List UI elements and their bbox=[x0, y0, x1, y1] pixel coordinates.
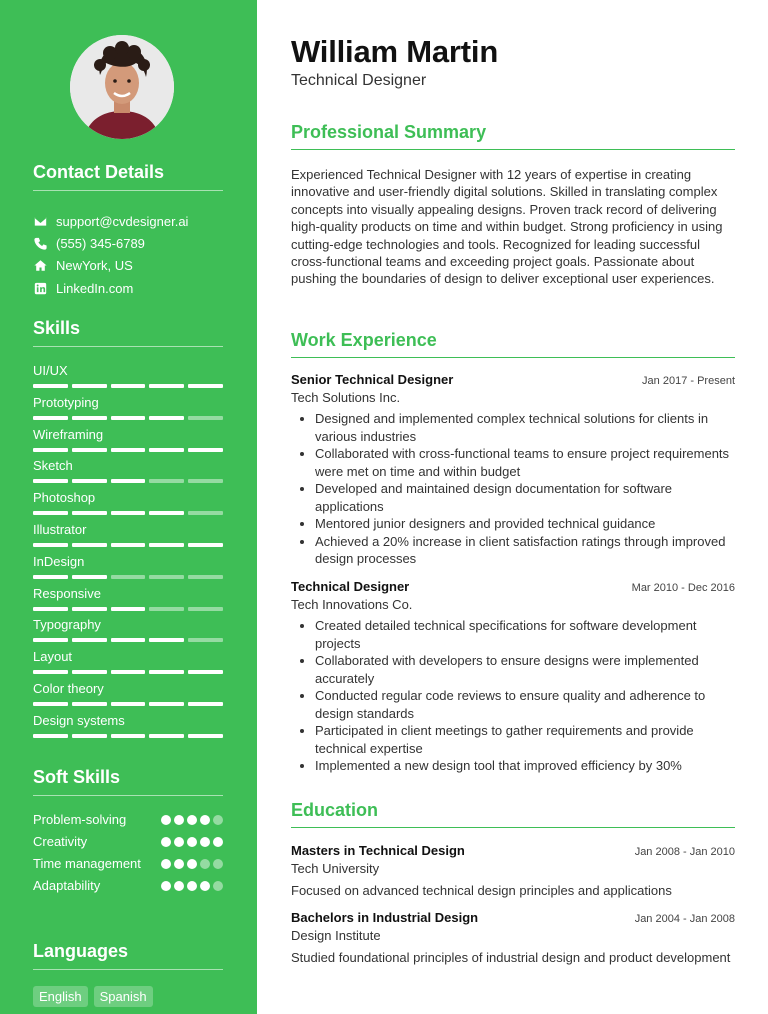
rating-dot bbox=[161, 859, 171, 869]
skill-level-segment bbox=[149, 734, 184, 738]
skill-item bbox=[33, 394, 223, 426]
envelope-icon bbox=[33, 214, 47, 228]
skill-level-segment bbox=[149, 575, 184, 579]
skill-level-bar bbox=[33, 638, 223, 642]
contact-linkedin[interactable] bbox=[33, 277, 223, 299]
skill-level-segment bbox=[149, 511, 184, 515]
contact-location-text: NewYork, US bbox=[56, 258, 133, 274]
job-bullet: Collaborated with developers to ensure designs were implemented accurately bbox=[291, 652, 735, 687]
education-heading: Education bbox=[291, 800, 735, 828]
skill-item bbox=[33, 585, 223, 617]
person-role: Technical Designer bbox=[291, 72, 427, 89]
skill-level-segment bbox=[188, 479, 223, 483]
skill-level-bar bbox=[33, 479, 223, 483]
skill-name: Responsive bbox=[33, 585, 101, 601]
skill-level-segment bbox=[149, 670, 184, 674]
soft-skill-name: Problem-solving bbox=[33, 812, 127, 827]
skill-level-segment bbox=[188, 607, 223, 611]
skill-level-segment bbox=[33, 448, 68, 452]
soft-skills-list bbox=[33, 811, 223, 899]
skill-name: Wireframing bbox=[33, 426, 104, 442]
language-chip: Spanish bbox=[94, 986, 153, 1007]
person-name: William Martin bbox=[291, 34, 499, 69]
summary-heading: Professional Summary bbox=[291, 122, 735, 150]
skill-level-bar bbox=[33, 607, 223, 611]
job-bullet: Mentored junior designers and provided technical guidance bbox=[291, 515, 735, 533]
skill-item bbox=[33, 553, 223, 585]
rating-dot bbox=[187, 859, 197, 869]
skill-name: Design systems bbox=[33, 712, 125, 728]
skill-level-segment bbox=[188, 416, 223, 420]
skill-item bbox=[33, 616, 223, 648]
rating-dot bbox=[200, 881, 210, 891]
skill-level-segment bbox=[72, 702, 107, 706]
contact-phone-text: (555) 345-6789 bbox=[56, 235, 145, 251]
skill-level-bar bbox=[33, 448, 223, 452]
job-bullet: Achieved a 20% increase in client satisfaction ratings through improved design processes bbox=[291, 533, 735, 568]
rating-dot bbox=[213, 837, 223, 847]
skill-level-segment bbox=[33, 638, 68, 642]
skill-item bbox=[33, 362, 223, 394]
soft-skill-item bbox=[33, 855, 223, 873]
contact-location bbox=[33, 255, 223, 277]
job-bullet: Developed and maintained design documentation for software applications bbox=[291, 480, 735, 515]
degree-title: Bachelors in Industrial Design bbox=[291, 910, 479, 925]
skill-level-segment bbox=[149, 384, 184, 388]
skill-level-segment bbox=[111, 416, 146, 420]
rating-dot bbox=[187, 815, 197, 825]
home-icon bbox=[33, 259, 47, 273]
skill-level-segment bbox=[111, 638, 146, 642]
skill-level-segment bbox=[72, 511, 107, 515]
avatar bbox=[70, 35, 174, 139]
skill-item bbox=[33, 712, 223, 744]
job-bullets bbox=[291, 617, 735, 775]
skill-level-bar bbox=[33, 511, 223, 515]
experience-heading: Work Experience bbox=[291, 330, 735, 358]
job-bullet: Participated in client meetings to gather requirements and provide technical expertise bbox=[291, 722, 735, 757]
job-entry bbox=[291, 372, 735, 568]
contact-email[interactable] bbox=[33, 210, 223, 232]
skill-item bbox=[33, 489, 223, 521]
contact-heading: Contact Details bbox=[33, 162, 223, 191]
skill-level-segment bbox=[111, 543, 146, 547]
skill-level-segment bbox=[111, 479, 146, 483]
rating-dot bbox=[161, 837, 171, 847]
soft-skill-item bbox=[33, 877, 223, 895]
education-desc: Focused on advanced technical design principles and applications bbox=[291, 883, 672, 898]
skill-level-segment bbox=[72, 384, 107, 388]
skill-level-segment bbox=[149, 702, 184, 706]
education-date: Jan 2008 - Jan 2010 bbox=[634, 846, 735, 858]
rating-dot bbox=[174, 837, 184, 847]
skill-level-segment bbox=[149, 638, 184, 642]
skill-level-segment bbox=[72, 448, 107, 452]
skill-level-bar bbox=[33, 670, 223, 674]
skills-heading: Skills bbox=[33, 318, 223, 347]
rating-dot bbox=[174, 881, 184, 891]
skill-level-segment bbox=[188, 384, 223, 388]
rating-dot bbox=[213, 859, 223, 869]
skill-level-segment bbox=[111, 575, 146, 579]
skill-name: Photoshop bbox=[33, 490, 96, 506]
skill-name: Color theory bbox=[33, 680, 104, 696]
soft-skill-rating bbox=[161, 833, 223, 847]
job-bullet: Created detailed technical specifications for software development projects bbox=[291, 617, 735, 652]
skill-level-segment bbox=[72, 607, 107, 611]
skill-name: InDesign bbox=[33, 553, 85, 569]
contact-list bbox=[33, 210, 223, 299]
job-date: Jan 2017 - Present bbox=[642, 375, 735, 387]
skill-level-segment bbox=[188, 702, 223, 706]
education-desc: Studied foundational principles of industrial design and product development bbox=[291, 950, 731, 965]
skill-level-bar bbox=[33, 384, 223, 388]
skill-level-segment bbox=[149, 448, 184, 452]
job-title: Senior Technical Designer bbox=[291, 372, 454, 387]
skill-level-segment bbox=[149, 543, 184, 547]
job-bullet: Conducted regular code reviews to ensure quality and adherence to design standards bbox=[291, 687, 735, 722]
skill-item bbox=[33, 457, 223, 489]
sidebar bbox=[0, 0, 257, 1014]
soft-skill-item bbox=[33, 833, 223, 851]
skill-level-segment bbox=[111, 670, 146, 674]
languages-heading: Languages bbox=[33, 941, 223, 970]
contact-linkedin-text: LinkedIn.com bbox=[56, 280, 134, 296]
rating-dot bbox=[161, 815, 171, 825]
skill-name: UI/UX bbox=[33, 363, 68, 378]
skill-level-segment bbox=[149, 416, 184, 420]
rating-dot bbox=[200, 815, 210, 825]
skill-level-segment bbox=[33, 575, 68, 579]
skill-level-segment bbox=[188, 670, 223, 674]
soft-skill-rating bbox=[161, 855, 223, 869]
phone-icon bbox=[33, 236, 47, 250]
skill-name: Illustrator bbox=[33, 521, 87, 537]
skill-level-segment bbox=[33, 607, 68, 611]
skill-level-segment bbox=[188, 448, 223, 452]
rating-dot bbox=[174, 815, 184, 825]
skills-list bbox=[33, 362, 223, 744]
rating-dot bbox=[213, 815, 223, 825]
summary-text: Experienced Technical Designer with 12 years of expertise in creating innovative and user-friendly digital solutions. Skilled in translating complex concepts into visually appealing designs. Proven track record of delivering high-quality products on time and within budget. Strong proficiency in using cutting-edge technologies and tools. Recognized for leading successful cross-functional teams and exceeding project goals. Passionate about pushing the boundaries of design to deliver exceptional user experiences. bbox=[291, 167, 723, 287]
job-title: Technical Designer bbox=[291, 579, 410, 594]
skill-level-segment bbox=[72, 575, 107, 579]
skill-level-segment bbox=[72, 638, 107, 642]
skill-name: Sketch bbox=[33, 458, 73, 474]
job-bullet: Designed and implemented complex technical solutions for clients in various industries bbox=[291, 410, 735, 445]
language-chip: English bbox=[33, 986, 88, 1007]
skill-level-segment bbox=[188, 575, 223, 579]
skill-level-segment bbox=[72, 479, 107, 483]
skill-item bbox=[33, 426, 223, 458]
skill-level-segment bbox=[33, 416, 68, 420]
skill-level-bar bbox=[33, 416, 223, 420]
soft-skill-rating bbox=[161, 877, 223, 891]
skill-level-segment bbox=[72, 416, 107, 420]
skill-level-segment bbox=[188, 511, 223, 515]
skill-level-segment bbox=[188, 638, 223, 642]
skill-level-segment bbox=[33, 511, 68, 515]
job-date: Mar 2010 - Dec 2016 bbox=[631, 582, 735, 594]
skill-name: Typography bbox=[33, 617, 101, 633]
job-bullet: Implemented a new design tool that improved efficiency by 30% bbox=[291, 757, 735, 775]
skill-level-segment bbox=[149, 479, 184, 483]
job-company: Tech Innovations Co. bbox=[291, 597, 413, 612]
job-company: Tech Solutions Inc. bbox=[291, 390, 401, 405]
skill-level-bar bbox=[33, 543, 223, 547]
skill-level-segment bbox=[72, 543, 107, 547]
education-entry bbox=[291, 843, 735, 900]
contact-email-text: support@cvdesigner.ai bbox=[56, 213, 189, 229]
skill-name: Layout bbox=[33, 649, 73, 665]
soft-skills-heading: Soft Skills bbox=[33, 767, 223, 796]
skill-name: Prototyping bbox=[33, 394, 99, 410]
skill-level-segment bbox=[111, 607, 146, 611]
education-date: Jan 2004 - Jan 2008 bbox=[634, 913, 735, 925]
skill-level-segment bbox=[72, 670, 107, 674]
skill-level-segment bbox=[33, 702, 68, 706]
soft-skill-rating bbox=[161, 811, 223, 825]
skill-level-segment bbox=[33, 543, 68, 547]
skill-level-segment bbox=[72, 734, 107, 738]
soft-skill-name: Adaptability bbox=[33, 878, 101, 893]
soft-skill-item bbox=[33, 811, 223, 829]
job-entry bbox=[291, 579, 735, 775]
skill-level-bar bbox=[33, 702, 223, 706]
skill-level-segment bbox=[33, 670, 68, 674]
soft-skill-name: Time management bbox=[33, 856, 141, 871]
rating-dot bbox=[187, 881, 197, 891]
skill-level-segment bbox=[111, 702, 146, 706]
skill-level-segment bbox=[111, 734, 146, 738]
skill-level-bar bbox=[33, 734, 223, 738]
skill-level-segment bbox=[33, 384, 68, 388]
linkedin-icon bbox=[33, 281, 47, 295]
skill-item bbox=[33, 680, 223, 712]
skill-level-bar bbox=[33, 575, 223, 579]
soft-skill-name: Creativity bbox=[33, 834, 88, 849]
skill-level-segment bbox=[33, 734, 68, 738]
languages-list bbox=[33, 986, 153, 1007]
skill-level-segment bbox=[149, 607, 184, 611]
skill-item bbox=[33, 648, 223, 680]
rating-dot bbox=[213, 881, 223, 891]
degree-title: Masters in Technical Design bbox=[291, 843, 465, 858]
skill-level-segment bbox=[111, 448, 146, 452]
rating-dot bbox=[161, 881, 171, 891]
skill-level-segment bbox=[33, 479, 68, 483]
job-bullet: Collaborated with cross-functional teams to ensure project requirements were met on time and within budget bbox=[291, 445, 735, 480]
rating-dot bbox=[174, 859, 184, 869]
education-entry bbox=[291, 910, 735, 967]
rating-dot bbox=[200, 837, 210, 847]
school-name: Design Institute bbox=[291, 928, 381, 943]
skill-item bbox=[33, 521, 223, 553]
skill-level-segment bbox=[188, 543, 223, 547]
contact-phone[interactable] bbox=[33, 232, 223, 254]
skill-level-segment bbox=[111, 384, 146, 388]
skill-level-segment bbox=[188, 734, 223, 738]
skill-level-segment bbox=[111, 511, 146, 515]
rating-dot bbox=[200, 859, 210, 869]
school-name: Tech University bbox=[291, 861, 380, 876]
profile-photo bbox=[70, 35, 174, 139]
job-bullets bbox=[291, 410, 735, 568]
rating-dot bbox=[187, 837, 197, 847]
